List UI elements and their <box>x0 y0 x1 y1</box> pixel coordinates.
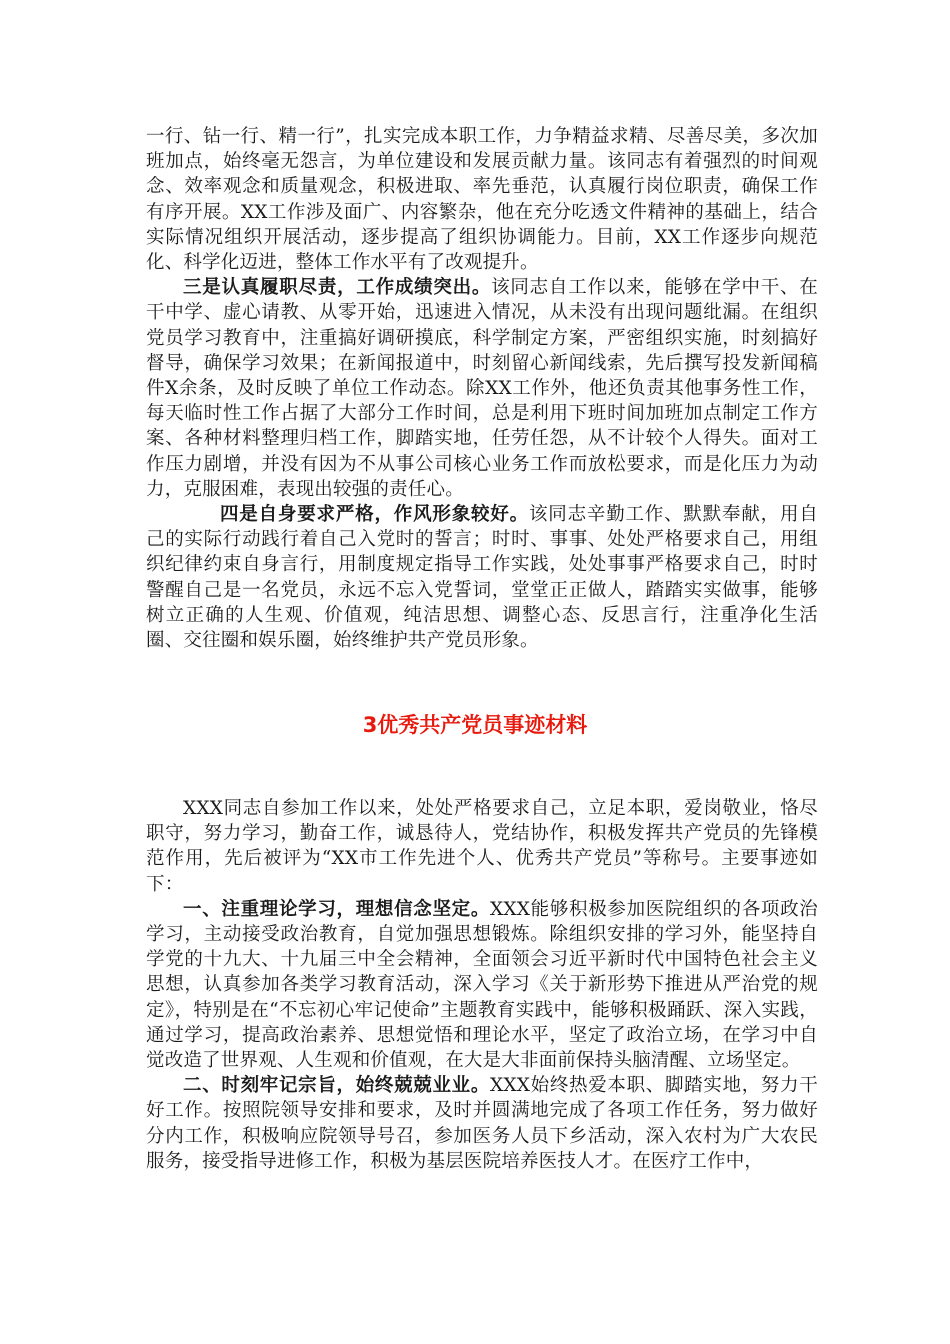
paragraph-item-one <box>146 897 818 1073</box>
section-title: 3优秀共产党员事迹材料 <box>362 713 588 737</box>
paragraph-item-two <box>146 1073 818 1174</box>
section-one <box>146 124 818 653</box>
paragraph-point-three <box>146 275 818 502</box>
paragraph-body: 该同志自工作以来，能够在学中干、在干中学、虚心请教、从零开始，迅速进入情况，从未没有出现问题纰漏。在组织党员学习教育中，注重搞好调研摸底，科学制定方案，严密组织实施，时刻搞好督导，确保学习效果；在新闻报道中，时刻留心新闻线索，先后撰写投发新闻稿件X余条，及时反映了单位工作动态。除XX工作外，他还负责其他事务性工作，每天临时性工作占据了大部分工作时间，总是利用下班时间加班加点制定工作方案、各种材料整理归档工作，脚踏实地，任劳任怨，从不计较个人得失。面对工作压力剧增，并没有因为不从事公司核心业务工作而放松要求，而是化压力为动力，克服困难，表现出较强的责任心。 <box>146 277 819 500</box>
paragraph-lead-heading: 一、注重理论学习，理想信念坚定。 <box>183 898 491 920</box>
paragraph-body: 该同志辛勤工作、默默奉献，用自己的实际行动践行着自己入党时的誓言；时时、事事、处处严格要求自己，用组织纪律约束自身言行，用制度规定指导工作实践，处处事事严格要求自己，时时警醒自己是一名党员，永远不忘入党誓词，堂堂正正做人，踏踏实实做事，能够树立正确的人生观、价值观，纯洁思想、调整心态、反思言行，注重净化生活圈、交往圈和娱乐圈，始终维护共产党员形象。 <box>146 504 818 652</box>
paragraph-continued: 一行、钻一行、精一行”，扎实完成本职工作，力争精益求精、尽善尽美，多次加班加点，始终毫无怨言，为单位建设和发展贡献力量。该同志有着强烈的时间观念、效率观念和质量观念，积极进取、率先垂范，认真履行岗位职责，确保工作有序开展。XX工作涉及面广、内容繁杂，他在充分吃透文件精神的基础上，结合实际情况组织开展活动，逐步提高了组织协调能力。目前，XX工作逐步向规范化、科学化迈进，整体工作水平有了改观提升。 <box>146 126 818 274</box>
paragraph-lead-heading: 三是认真履职尽责，工作成绩突出。 <box>183 277 492 299</box>
paragraph-point-four <box>146 502 818 653</box>
intro-paragraph: XXX同志自参加工作以来，处处严格要求自己，立足本职，爱岗敬业，恪尽职守，努力学习，勤奋工作，诚恳待人，党结协作，积极发挥共产党员的先锋模范作用，先后被评为“XX市工作先进个人、优秀共产党员”等称号。主要事迹如下： <box>146 798 818 895</box>
paragraph-lead-heading: 四是自身要求严格，作风形象较好。 <box>220 504 529 526</box>
paragraph-body: XXX能够积极参加医院组织的各项政治学习，主动接受政治教育，自觉加强思想锻炼。除组织安排的学习外，能坚持自学党的十九大、十九届三中全会精神，全面领会习近平新时代中国特色社会主义思想，认真参加各类学习教育活动，深入学习《关于新形势下推进从严治党的规定》，特别是在“不忘初心牢记使命”主题教育实践中，能够积极踊跃、深入实践，通过学习，提高政治素养、思想觉悟和理论水平，坚定了政治立场，在学习中自觉改造了世界观、人生观和价值观，在大是大非面前保持头脑清醒、立场坚定。 <box>146 898 819 1072</box>
section-two <box>146 796 818 1174</box>
paragraph-body: XXX始终热爱本职、脚踏实地，努力干好工作。按照院领导安排和要求，及时并圆满地完成了各项工作任务，努力做好分内工作，积极响应院领导号召，参加医务人员下乡活动，深入农村为广大农民服务，接受指导进修工作，积极为基层医院培养医技人才。在医疗工作中， <box>146 1075 819 1172</box>
paragraph-lead-heading: 二、时刻牢记宗旨，始终兢兢业业。 <box>183 1075 491 1097</box>
